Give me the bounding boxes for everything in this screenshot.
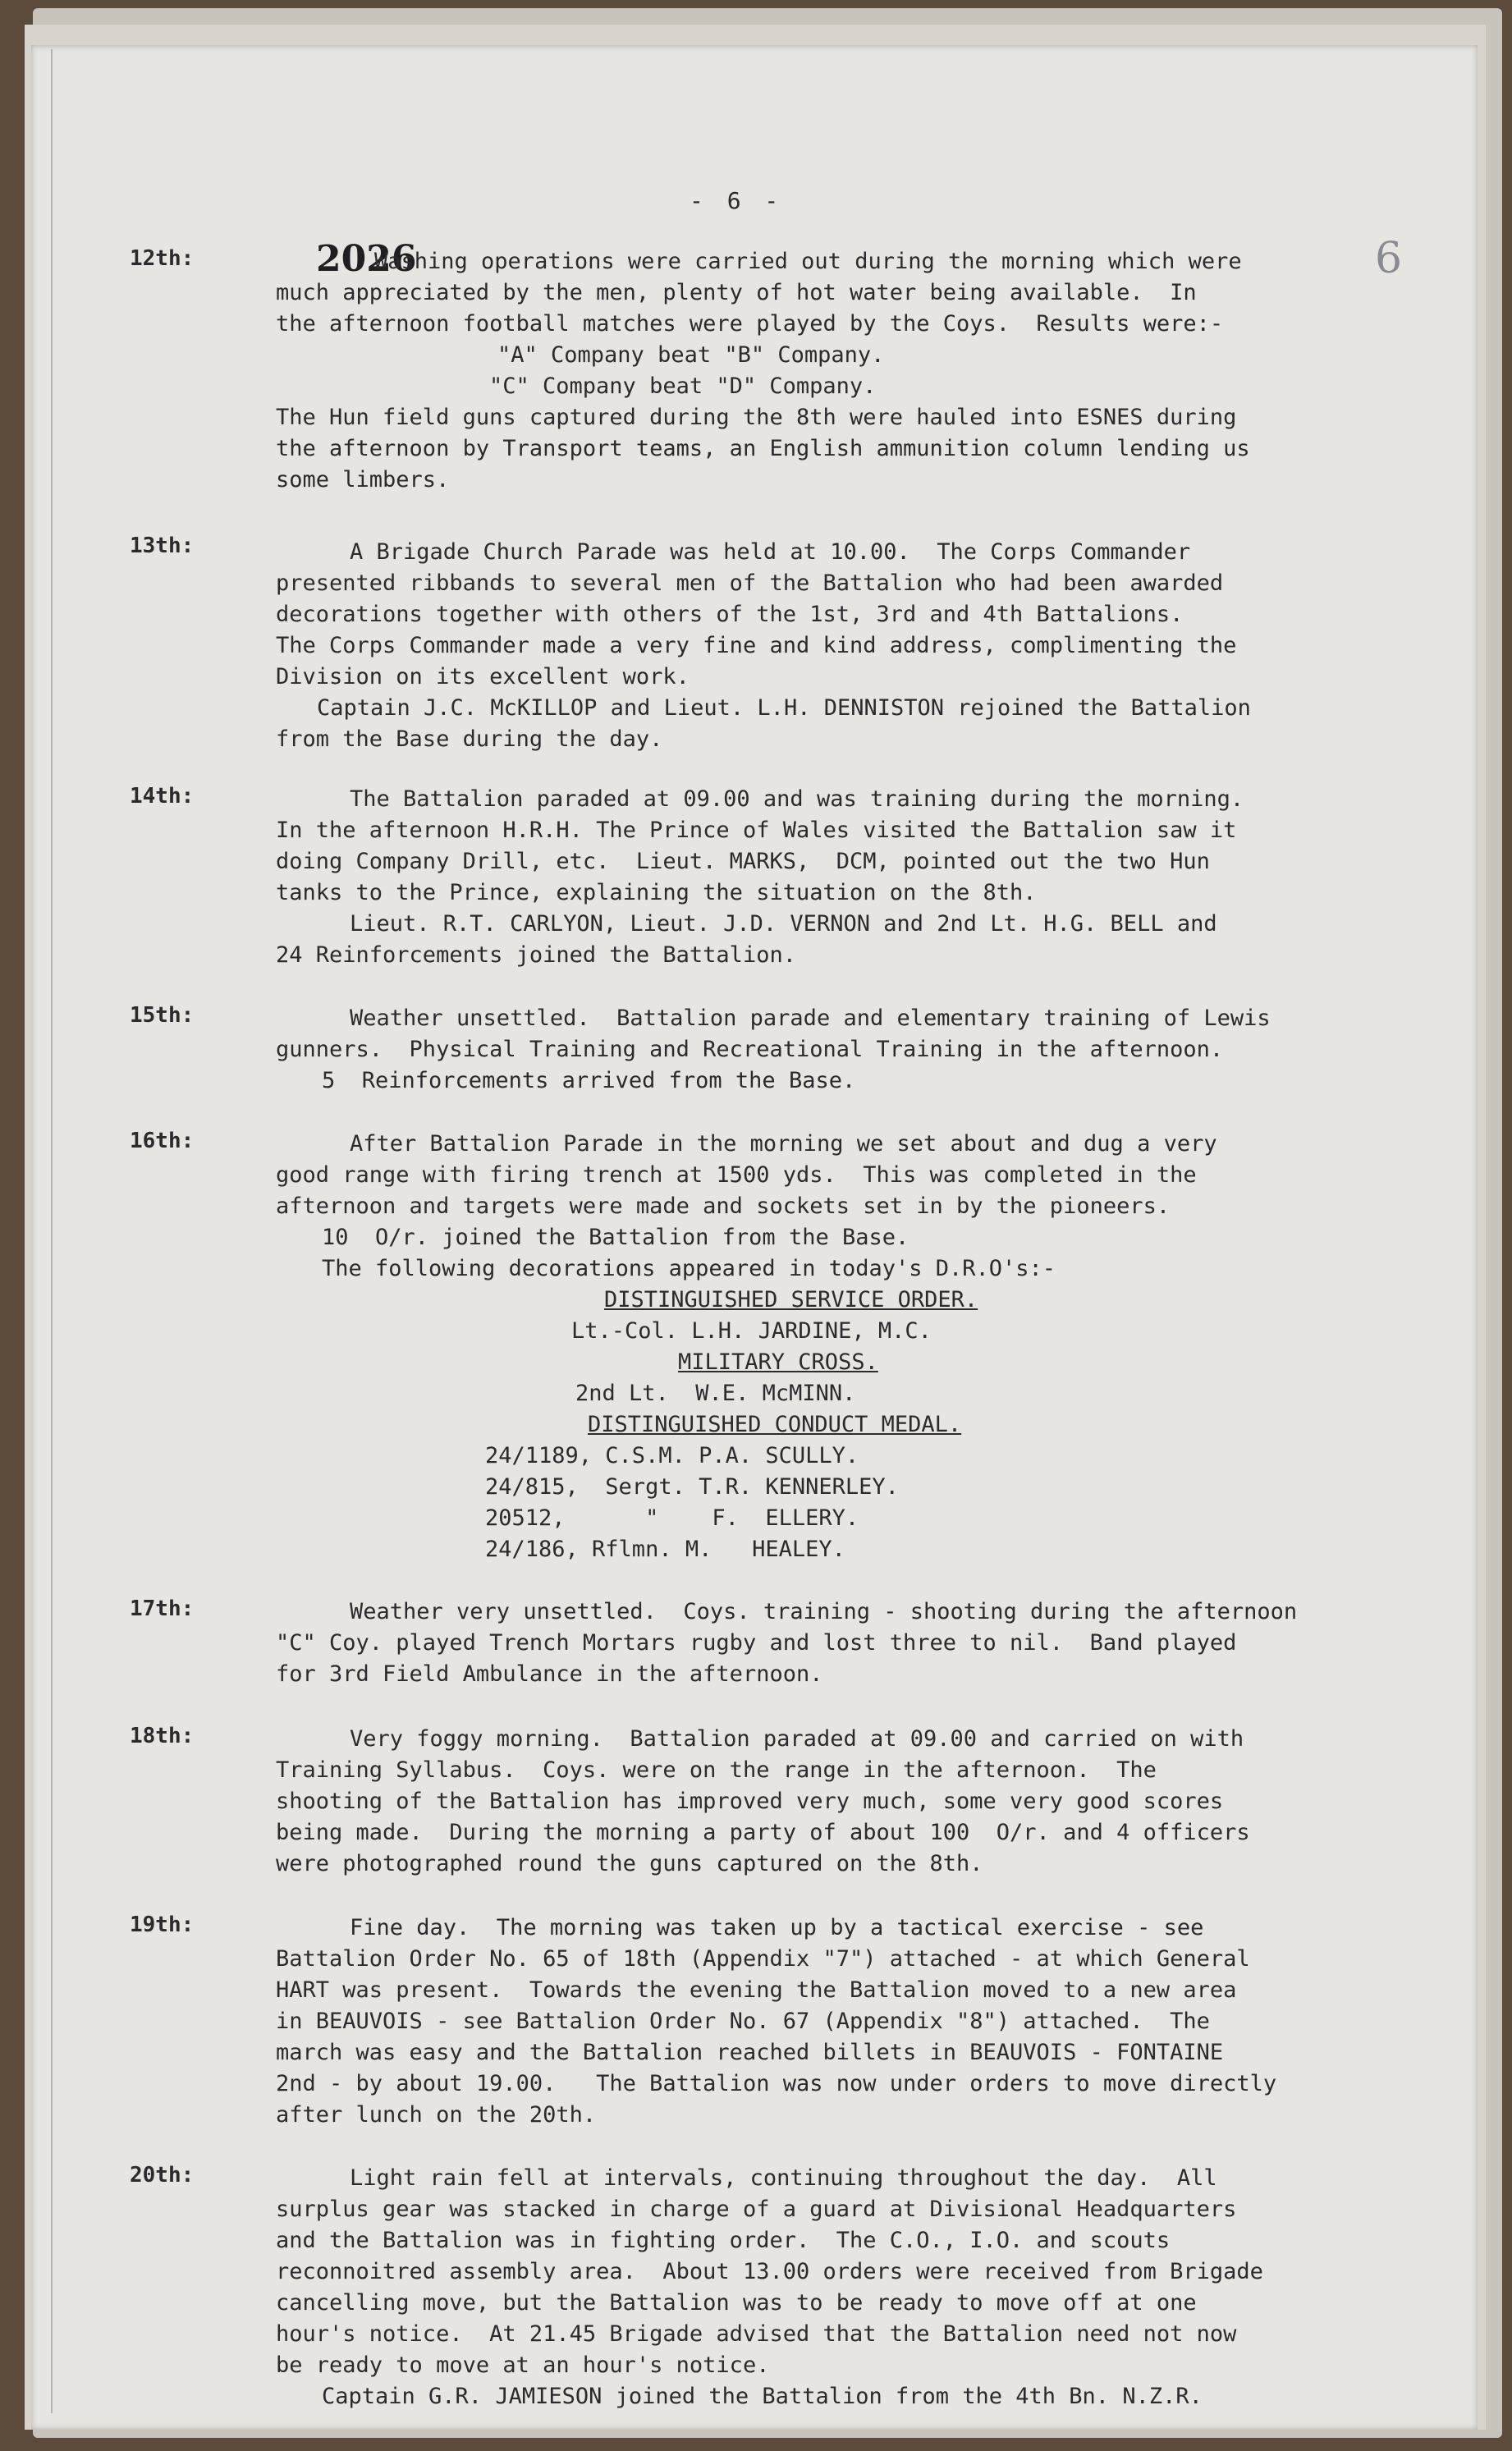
entry-line: hour's notice. At 21.45 Brigade advised that the Battalion need not now xyxy=(276,2321,1237,2347)
entry-line: Very foggy morning. Battalion paraded at 09.00 and carried on with xyxy=(350,1726,1244,1752)
entry-line: doing Company Drill, etc. Lieut. MARKS, DCM, pointed out the two Hun xyxy=(276,849,1210,874)
page-number: - 6 - xyxy=(690,187,784,214)
entry-date: 18th: xyxy=(130,1724,195,1748)
entry-date: 12th: xyxy=(130,246,195,271)
entry-line: presented ribbands to several men of the Battalion who had been awarded xyxy=(276,570,1224,596)
entry-line: Lieut. R.T. CARLYON, Lieut. J.D. VERNON and 2nd Lt. H.G. BELL and xyxy=(350,911,1217,937)
entry-date: 20th: xyxy=(130,2163,195,2188)
entry-date: 15th: xyxy=(130,1003,195,1028)
entry-line: in BEAUVOIS - see Battalion Order No. 67 (Appendix "8") attached. The xyxy=(276,2009,1210,2034)
entry-line: Light rain fell at intervals, continuing throughout the day. All xyxy=(350,2165,1217,2191)
entry-date: 14th: xyxy=(130,784,195,809)
entry-line: 2nd - by about 19.00. The Battalion was now under orders to move directly xyxy=(276,2071,1277,2096)
entry-line: 24 Reinforcements joined the Battalion. xyxy=(276,942,796,968)
entry-line: from the Base during the day. xyxy=(276,726,663,752)
entry-body xyxy=(276,2163,1425,2412)
award-heading: DISTINGUISHED SERVICE ORDER. xyxy=(604,1287,978,1313)
entry-line: "C" Coy. played Trench Mortars rugby and lost three to nil. Band played xyxy=(276,1630,1237,1656)
entry-line: were photographed round the guns captured on the 8th. xyxy=(276,1851,983,1876)
entry-line: after lunch on the 20th. xyxy=(276,2102,597,2128)
entry-line: cancelling move, but the Battalion was to be ready to move off at one xyxy=(276,2290,1197,2316)
entry-line: the afternoon by Transport teams, an English ammunition column lending us xyxy=(276,436,1250,461)
entry-line: much appreciated by the men, plenty of hot water being available. In xyxy=(276,280,1197,305)
award-name: 24/815, Sergt. T.R. KENNERLEY. xyxy=(485,1474,899,1500)
stamp-number: 2026 xyxy=(316,238,417,280)
entry-line: shooting of the Battalion has improved very much, some very good scores xyxy=(276,1789,1224,1814)
entry-date: 17th: xyxy=(130,1597,195,1621)
entry-line: In the afternoon H.R.H. The Prince of Wales visited the Battalion saw it xyxy=(276,818,1237,843)
entry-line: be ready to move at an hour's notice. xyxy=(276,2353,770,2378)
entry-line: Training Syllabus. Coys. were on the range in the afternoon. The xyxy=(276,1757,1157,1783)
award-name: 24/1189, C.S.M. P.A. SCULLY. xyxy=(485,1443,859,1468)
entry-line: After Battalion Parade in the morning we set about and dug a very xyxy=(350,1131,1217,1157)
entry-line: 10 O/r. joined the Battalion from the Base. xyxy=(322,1225,909,1250)
entry-line: The Battalion paraded at 09.00 and was training during the morning. xyxy=(350,786,1244,812)
award-name: 24/186, Rflmn. M. HEALEY. xyxy=(485,1537,845,1562)
entry-line: Battalion Order No. 65 of 18th (Appendix "7") attached - at which General xyxy=(276,1946,1250,1972)
entry-line: surplus gear was stacked in charge of a guard at Divisional Headquarters xyxy=(276,2197,1237,2222)
entry-body xyxy=(276,246,1425,496)
entry-date: 16th: xyxy=(130,1129,195,1153)
award-heading: MILITARY CROSS. xyxy=(678,1349,878,1375)
entry-line: march was easy and the Battalion reached billets in BEAUVOIS - FONTAINE xyxy=(276,2040,1224,2065)
award-heading: DISTINGUISHED CONDUCT MEDAL. xyxy=(588,1412,962,1437)
entry-line: reconnoitred assembly area. About 13.00 orders were received from Brigade xyxy=(276,2259,1263,2284)
award-name: Lt.-Col. L.H. JARDINE, M.C. xyxy=(571,1318,932,1344)
entry-date: 19th: xyxy=(130,1913,195,1937)
award-name: 20512, " F. ELLERY. xyxy=(485,1505,859,1531)
entry-line: the afternoon football matches were played by the Coys. Results were:- xyxy=(276,311,1224,337)
entry-body xyxy=(276,1724,1425,1880)
entry-line: Fine day. The morning was taken up by a tactical exercise - see xyxy=(350,1915,1204,1940)
entry-line: some limbers. xyxy=(276,467,450,492)
entry-body xyxy=(276,1597,1425,1690)
entry-line: The Hun field guns captured during the 8th were hauled into ESNES during xyxy=(276,405,1237,430)
entry-line: Division on its excellent work. xyxy=(276,664,690,689)
entry-body xyxy=(276,1913,1425,2131)
entry-line: The Corps Commander made a very fine and kind address, complimenting the xyxy=(276,633,1237,658)
entry-body xyxy=(276,537,1425,755)
entry-date: 13th: xyxy=(130,534,195,558)
entry-line: gunners. Physical Training and Recreational Training in the afternoon. xyxy=(276,1037,1224,1062)
entry-line: "C" Company beat "D" Company. xyxy=(489,373,877,399)
entry-line: 5 Reinforcements arrived from the Base. xyxy=(322,1068,856,1093)
binding-margin xyxy=(51,49,53,2413)
entry-body xyxy=(276,1129,1425,1565)
entry-body xyxy=(276,1003,1425,1097)
entry-line: afternoon and targets were made and sockets set in by the pioneers. xyxy=(276,1193,1171,1219)
entry-line: The following decorations appeared in today's D.R.O's:- xyxy=(322,1256,1056,1281)
entry-line: decorations together with others of the 1st, 3rd and 4th Battalions. xyxy=(276,602,1184,627)
entry-line: Weather unsettled. Battalion parade and elementary training of Lewis xyxy=(350,1006,1271,1031)
entry-line: being made. During the morning a party of about 100 O/r. and 4 officers xyxy=(276,1820,1250,1845)
award-name: 2nd Lt. W.E. McMINN. xyxy=(575,1381,856,1406)
entry-line: for 3rd Field Ambulance in the afternoon. xyxy=(276,1661,823,1687)
entry-line: good range with firing trench at 1500 yds. This was completed in the xyxy=(276,1162,1197,1188)
entry-line: HART was present. Towards the evening the Battalion moved to a new area xyxy=(276,1977,1237,2003)
entry-body xyxy=(276,784,1425,971)
entry-line: tanks to the Prince, explaining the situation on the 8th. xyxy=(276,880,1037,905)
folio-mark: 6 xyxy=(1375,234,1403,283)
entry-line: Washing operations were carried out during the morning which were xyxy=(374,249,1242,274)
entry-line: A Brigade Church Parade was held at 10.00. The Corps Commander xyxy=(350,539,1191,565)
entry-line: "A" Company beat "B" Company. xyxy=(497,342,885,368)
entry-line: Captain J.C. McKILLOP and Lieut. L.H. DENNISTON rejoined the Battalion xyxy=(317,695,1251,721)
entry-line: and the Battalion was in fighting order. The C.O., I.O. and scouts xyxy=(276,2228,1171,2253)
entry-line: Weather very unsettled. Coys. training - shooting during the afternoon xyxy=(350,1599,1298,1624)
entry-line: Captain G.R. JAMIESON joined the Battalion from the 4th Bn. N.Z.R. xyxy=(322,2384,1203,2409)
